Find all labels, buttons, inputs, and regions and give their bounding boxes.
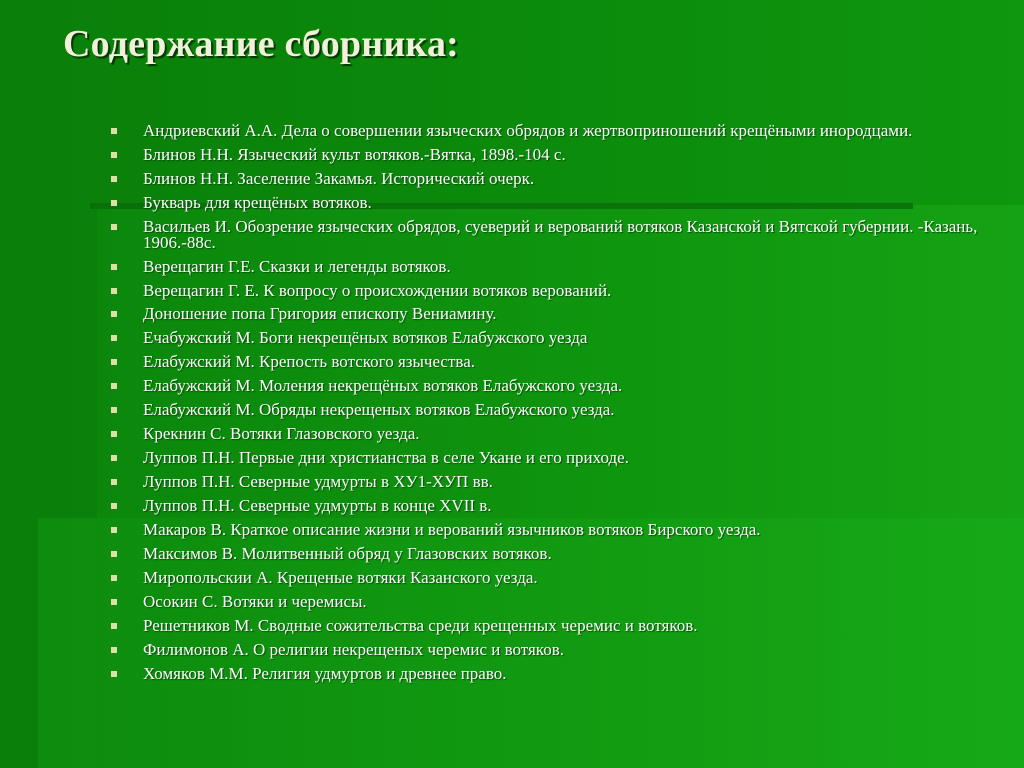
square-bullet-icon [111, 431, 117, 437]
list-item-text: Елабужский М. Моления некрещёных вотяков Елабужского уезда. [143, 376, 623, 396]
list-item [111, 168, 991, 188]
square-bullet-icon [111, 479, 117, 485]
list-item [111, 192, 991, 212]
list-item [111, 256, 991, 276]
list-item [111, 402, 991, 418]
list-item [111, 570, 991, 586]
square-bullet-icon [111, 264, 117, 270]
list-item-text: Елабужский М. Обряды некрещеных вотяков Елабужского уезда. [143, 400, 615, 420]
background-decoration [36, 518, 38, 768]
list-item-text: Макаров В. Краткое описание жизни и верований язычников вотяков Бирского уезда. [143, 520, 761, 540]
list-item-text: Луппов П.Н. Северные удмурты в ХУ1-ХУП вв. [143, 472, 493, 492]
list-item [111, 354, 991, 370]
square-bullet-icon [111, 455, 117, 461]
list-item-text: Верещагин Г. Е. К вопросу о происхождении вотяков верований. [143, 280, 612, 300]
list-item-text: Васильев И. Обозрение языческих обрядов, суеверий и верований вотяков Казанской и Вятской губернии. -Казань, 1906.-88с. [143, 216, 978, 252]
square-bullet-icon [111, 575, 117, 581]
square-bullet-icon [111, 224, 117, 230]
list-item-text: Луппов П.Н. Северные удмурты в конце XVII в. [143, 496, 492, 516]
square-bullet-icon [111, 671, 117, 677]
list-item [111, 378, 991, 394]
bibliography-list [111, 123, 991, 690]
list-item [111, 666, 991, 682]
list-item [111, 280, 991, 300]
list-item-text: Блинов Н.Н. Заселение Закамья. Исторический очерк. [143, 168, 535, 188]
list-item [111, 594, 991, 610]
list-item-text: Луппов П.Н. Первые дни христианства в селе Укане и его приходе. [143, 448, 629, 468]
list-item [111, 522, 991, 538]
list-item [111, 474, 991, 490]
list-item [111, 642, 991, 658]
list-item-text: Андриевский А.А. Дела о совершении языческих обрядов и жертвоприношений крещёными инородцами. [143, 121, 913, 140]
square-bullet-icon [111, 176, 117, 182]
square-bullet-icon [111, 527, 117, 533]
square-bullet-icon [111, 623, 117, 629]
list-item-text: Осокин С. Вотяки и черемисы. [143, 592, 367, 612]
list-item-text: Хомяков М.М. Религия удмуртов и древнее право. [143, 664, 507, 684]
square-bullet-icon [111, 599, 117, 605]
square-bullet-icon [111, 288, 117, 294]
list-item-text: Доношение попа Григория епископу Вениамину. [143, 304, 497, 324]
square-bullet-icon [111, 503, 117, 509]
list-item-text: Миропольскии А. Крещеные вотяки Казанского уезда. [143, 568, 538, 588]
list-item [111, 306, 991, 322]
square-bullet-icon [111, 200, 117, 206]
list-item-text: Крекнин С. Вотяки Глазовского уезда. [143, 424, 420, 444]
square-bullet-icon [111, 647, 117, 653]
list-item [111, 426, 991, 442]
list-item [111, 123, 991, 139]
list-item-text: Решетников М. Сводные сожительства среди крещенных черемис и вотяков. [143, 616, 698, 636]
square-bullet-icon [111, 551, 117, 557]
list-item-text: Филимонов А. О религии некрещеных черемис и вотяков. [143, 640, 564, 660]
list-item [111, 330, 991, 346]
list-item [111, 546, 991, 562]
list-item [111, 498, 991, 514]
square-bullet-icon [111, 383, 117, 389]
background-decoration [95, 205, 97, 518]
slide-title: Содержание сборника: [63, 23, 460, 65]
list-item [111, 450, 991, 466]
square-bullet-icon [111, 359, 117, 365]
list-item-text: Елабужский М. Крепость вотского язычества. [143, 352, 475, 372]
list-item-text: Верещагин Г.Е. Сказки и легенды вотяков. [143, 256, 451, 276]
list-item [111, 216, 991, 252]
square-bullet-icon [111, 128, 117, 134]
square-bullet-icon [111, 152, 117, 158]
list-item-text: Ечабужский М. Боги некрещёных вотяков Елабужского уезда [143, 328, 588, 348]
square-bullet-icon [111, 407, 117, 413]
list-item [111, 618, 991, 634]
square-bullet-icon [111, 335, 117, 341]
square-bullet-icon [111, 311, 117, 317]
list-item-text: Максимов В. Молитвенный обряд у Глазовских вотяков. [143, 544, 552, 564]
list-item-text: Букварь для крещёных вотяков. [143, 192, 372, 212]
list-item [111, 144, 991, 164]
list-item-text: Блинов Н.Н. Языческий культ вотяков.-Вятка, 1898.-104 с. [143, 144, 566, 164]
